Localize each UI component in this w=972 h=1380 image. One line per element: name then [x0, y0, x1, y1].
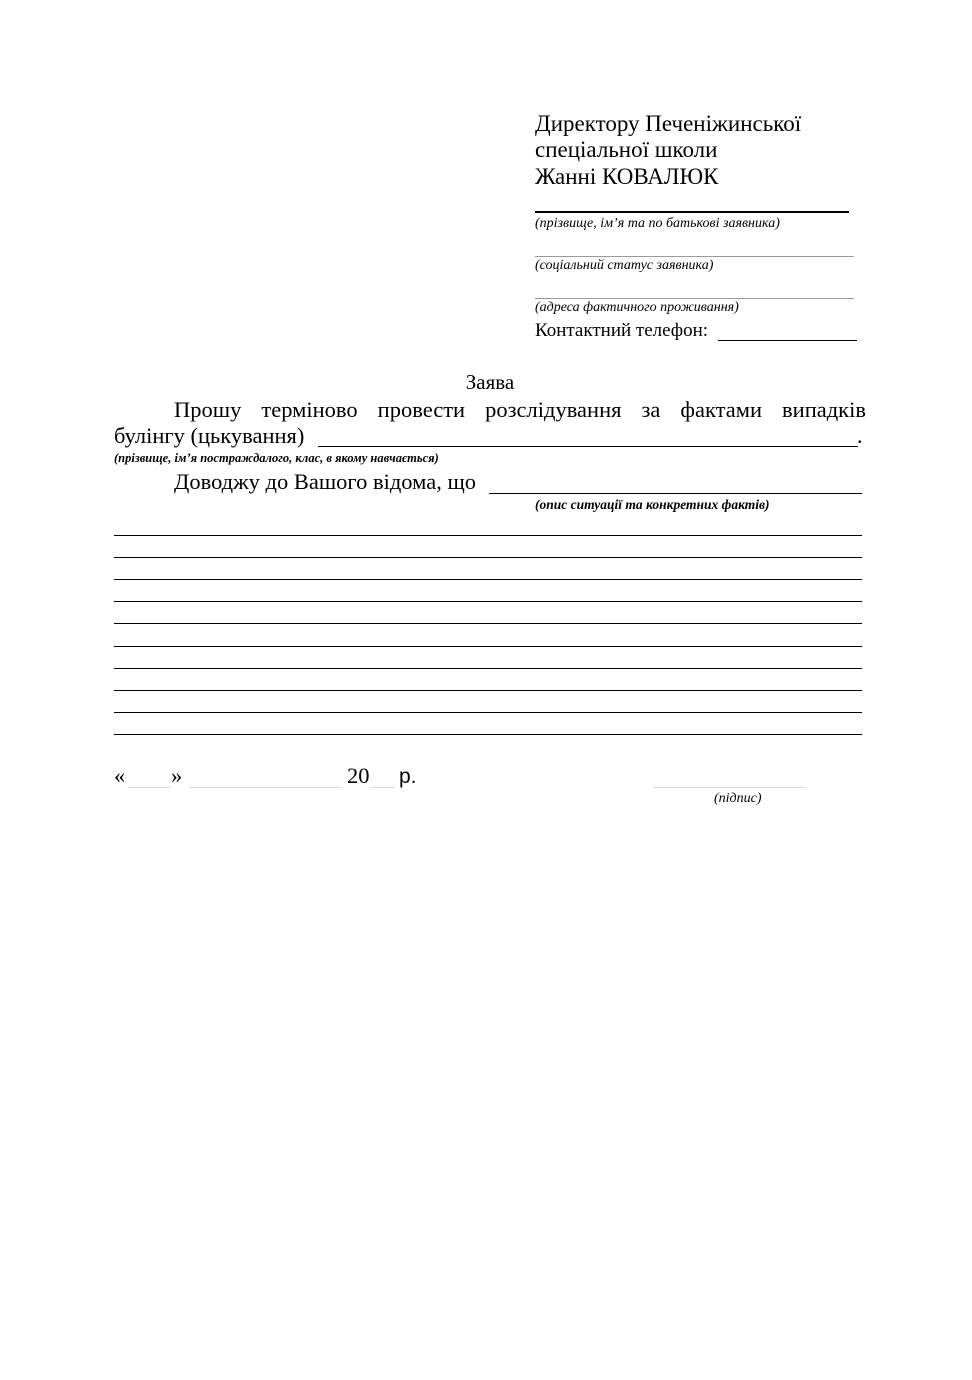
date-month-line[interactable]: [189, 787, 341, 788]
request-word: Прошу: [174, 397, 242, 422]
applicant-address-hint: (адреса фактичного проживання): [535, 300, 739, 315]
applicant-name-hint: (прізвище, ім’я та по батькові заявника): [535, 216, 780, 231]
applicant-address-line[interactable]: [535, 298, 854, 299]
request-line-2-end: .: [857, 423, 863, 448]
description-blank-line[interactable]: [114, 557, 862, 558]
victim-hint: (прізвище, ім’я постраждалого, клас, в якому навчається): [114, 451, 439, 465]
description-blank-line[interactable]: [114, 601, 862, 602]
description-blank-line[interactable]: [114, 712, 862, 713]
request-word: терміново: [261, 397, 358, 422]
signature-line[interactable]: [653, 787, 805, 788]
applicant-status-line[interactable]: [535, 256, 854, 257]
description-blank-line[interactable]: [114, 690, 862, 691]
description-hint: (опис ситуації та конкретних фактів): [535, 497, 770, 512]
request-word: за: [641, 397, 661, 422]
phone-line[interactable]: [718, 340, 857, 341]
addressee-line-3: Жанні КОВАЛЮК: [535, 164, 719, 189]
date-quote-close: »: [171, 763, 183, 788]
description-blank-line[interactable]: [114, 623, 862, 624]
description-blank-line[interactable]: [114, 535, 862, 536]
addressee-line-2: спеціальної школи: [535, 137, 718, 162]
request-line-2-start: булінгу (цькування): [114, 423, 305, 448]
applicant-status-hint: (соціальний статус заявника): [535, 258, 714, 273]
description-blank-line[interactable]: [114, 734, 862, 735]
date-quote-open: «: [114, 763, 126, 788]
request-word: провести: [377, 397, 466, 422]
document-title: Заява: [465, 370, 515, 394]
description-blank-line[interactable]: [114, 646, 862, 647]
date-year-suffix: р.: [399, 765, 417, 788]
request-word: розслідування: [485, 397, 622, 422]
description-lead: Доводжу до Вашого відома, що: [174, 469, 477, 494]
description-blank-line[interactable]: [114, 668, 862, 669]
date-year-line[interactable]: [371, 787, 395, 788]
applicant-name-line[interactable]: [535, 211, 849, 213]
date-day-line[interactable]: [128, 787, 170, 788]
phone-label: Контактний телефон:: [535, 320, 709, 341]
signature-hint: (підпис): [714, 791, 762, 806]
request-word: випадків: [782, 397, 866, 422]
date-year-prefix: 20: [347, 763, 370, 788]
request-word: фактами: [680, 397, 762, 422]
addressee-line-1: Директору Печеніжинської: [535, 111, 802, 136]
description-blank-line[interactable]: [114, 579, 862, 580]
description-first-line[interactable]: [489, 493, 862, 494]
request-line-1: [174, 397, 866, 423]
victim-line[interactable]: [318, 446, 858, 447]
